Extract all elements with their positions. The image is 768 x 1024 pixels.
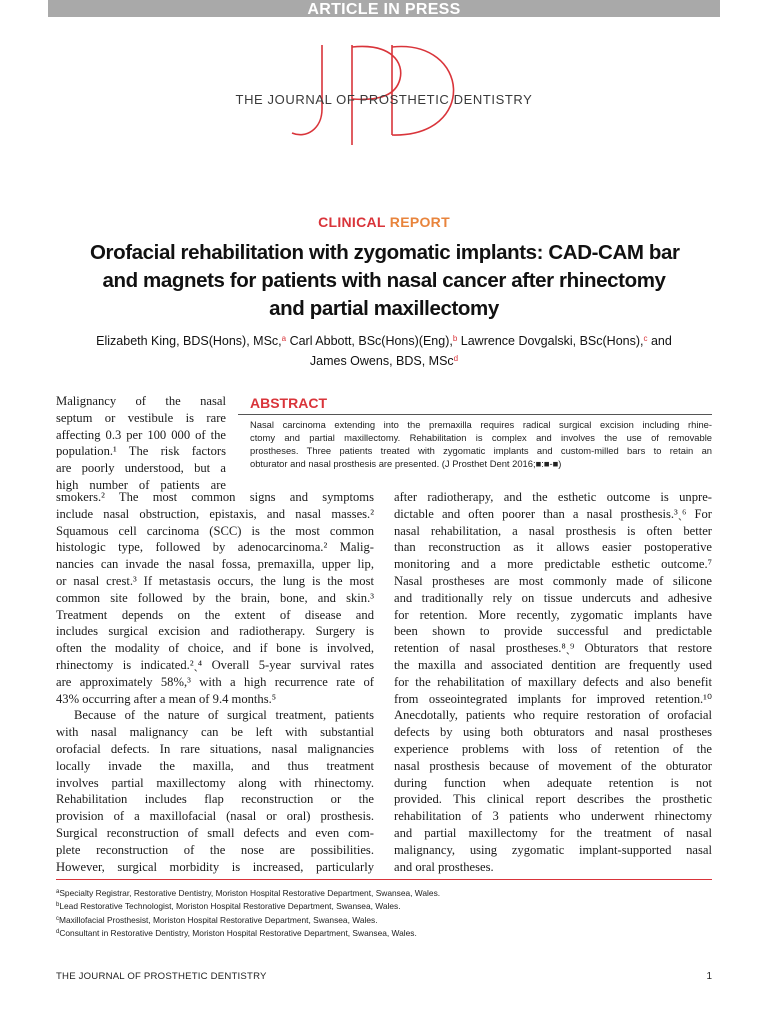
body-line: than reconstruction as it allows easier postoperative (394, 540, 712, 555)
body-line: Anecdotally, patients who require restoration of orofacial (394, 708, 712, 723)
body-line: for retention. More recently, zygomatic implants have (394, 607, 712, 622)
body-line: high number of patients are (56, 477, 226, 492)
abstract-line: ctomy and partial maxillectomy. Rehabilitation is complex and involves the use of removable (250, 432, 712, 443)
footnote-marker: d (56, 929, 60, 936)
abstract-heading: ABSTRACT (250, 395, 327, 411)
author-line (60, 350, 708, 370)
footnote-text: Specialty Registrar, Restorative Dentistry, Moriston Hospital Restorative Department, Swansea, Wales. (59, 888, 441, 898)
body-line: and oral prostheses. (394, 859, 494, 874)
body-line: from osseointegrated implants for improved retention.¹⁰ (394, 691, 712, 706)
body-line: Rehabilitation includes flap reconstruction or the (56, 792, 374, 807)
body-line: However, surgical morbidity is increased, particularly (56, 859, 374, 874)
body-line: with nasal malignancy can be left with substantial (56, 725, 374, 740)
body-line: Surgical reconstruction of small defects and even com- (56, 825, 374, 840)
body-line: malignancy, using zygomatic implant-supported nasal (394, 842, 712, 857)
body-line: nancies can invade the nasal fossa, premaxilla, upper lip, (56, 557, 374, 572)
article-title (90, 239, 678, 323)
body-line: common site followed by the brain, bone, and skin.³ (56, 590, 374, 605)
body-line: smokers.² The most common signs and symptoms (56, 490, 374, 504)
body-line: 43% occurring after a mean of 9.4 months.⁵ (56, 691, 277, 706)
author-name: James Owens, BDS, MSc (309, 354, 454, 368)
article-type-report: REPORT (389, 214, 450, 230)
body-line: and traditionally rely on tissue undercuts and adhesive (394, 590, 712, 605)
body-line: affecting 0.3 per 100 000 of the (56, 427, 226, 442)
body-line: provision of a maxillofacial (nasal or oral) prosthesis. (56, 809, 374, 824)
abstract-line: prostheses. Three patients treated with zygomatic implants and custom-milled bars to retain an (250, 445, 712, 456)
footnote-divider (56, 879, 712, 880)
abstract-divider (238, 414, 712, 415)
body-line: locally invade the maxilla, and thus treatment (56, 758, 374, 773)
footnote-text: Consultant in Restorative Dentistry, Moriston Hospital Restorative Department, Swansea, Wales. (59, 928, 417, 939)
body-line: provided. This clinical report describes the prosthetic (394, 792, 712, 807)
footer-journal-name: THE JOURNAL OF PROSTHETIC DENTISTRY (56, 971, 267, 982)
body-line: rehabilitation of 3 patients who underwent rhinectomy (394, 809, 712, 824)
page-number: 1 (706, 971, 712, 982)
body-line: experience problems with loss of retention of the (394, 741, 712, 756)
body-line: includes surgical excision and radiotherapy. Surgery is (56, 624, 374, 639)
author-name: Carl Abbott, BSc(Hons)(Eng), (286, 334, 453, 348)
body-line: monitoring and a more predictable esthetic outcome.⁷ (394, 557, 712, 572)
body-line: Because of the nature of surgical treatment, patients (74, 708, 374, 723)
abstract-line: Nasal carcinoma extending into the premaxilla requires radical surgical excision including rhine- (250, 419, 712, 430)
affiliation-marker[interactable]: d (453, 354, 459, 363)
footnote-item (56, 886, 712, 899)
author-conjunction: and (647, 334, 672, 348)
title-line: and partial maxillectomy (269, 297, 499, 320)
footnote-marker: c (56, 915, 59, 922)
body-line: nasal rehabilitation, a nasal prosthesis is often better (394, 523, 712, 538)
footnote-text: Lead Restorative Technologist, Moriston Hospital Restorative Department, Swansea, Wales. (59, 901, 401, 912)
body-line: or nasal crest.³ If metastasis occurs, the lung is the most (56, 573, 374, 588)
body-line: include nasal obstruction, epistaxis, and nasal masses.² (56, 506, 374, 521)
abstract-section (238, 392, 712, 470)
body-line: Malignancy of the nasal (56, 394, 226, 408)
body-line: dictable and often poorer than a nasal prosthesis.³ˎ⁶ For (394, 506, 712, 521)
footnote-item (56, 899, 712, 912)
body-line: and partial maxillectomy for the treatment of nasal (394, 825, 712, 840)
body-line: plete reconstruction of the nose are possibilities. (56, 842, 374, 857)
body-line: Treatment depends on the extent of disease and (56, 607, 374, 622)
body-line: are approximately 58%,³ with a high recurrence rate of (56, 674, 374, 689)
body-line: septum or vestibule is rare (56, 410, 226, 425)
abstract-text (250, 418, 712, 470)
body-line: involves partial maxillectomy along with rhinectomy. (56, 775, 374, 790)
body-line: the maxilla and associated dentition are frequently used (394, 657, 712, 672)
body-line: Squamous cell carcinoma (SCC) is the most common (56, 523, 374, 538)
affiliation-marker[interactable]: a (281, 334, 287, 343)
author-line (60, 330, 708, 350)
title-line: and magnets for patients with nasal cancer after rhinectomy (102, 269, 666, 292)
journal-name-heading: THE JOURNAL OF PROSTHETIC DENTISTRY (235, 92, 533, 107)
footnote-item (56, 913, 712, 926)
author-name: Elizabeth King, BDS(Hons), MSc, (96, 334, 282, 348)
journal-masthead (0, 17, 768, 147)
body-line: during function when adequate retention is not (394, 775, 712, 790)
article-type-label (0, 214, 768, 230)
footnote-text: Maxillofacial Prosthesist, Moriston Hospital Restorative Department, Swansea, Wales. (59, 914, 378, 925)
article-type-clinical: CLINICAL (318, 214, 386, 230)
affiliation-footnotes (56, 886, 712, 940)
body-line: orofacial defects. In rare situations, nasal malignancies (56, 741, 374, 756)
body-text-right-column (394, 489, 712, 875)
body-line: retention of nasal prostheses.⁸ˎ⁹ Obturators that restore (394, 641, 712, 656)
body-line: nasal prosthesis because of movement of the obturator (394, 758, 712, 773)
body-line: after radiotherapy, and the esthetic outcome is unpre- (394, 490, 712, 504)
author-list (60, 330, 708, 370)
body-line: are poorly understood, but a (56, 461, 226, 476)
body-text-intro (56, 393, 226, 494)
title-line: Orofacial rehabilitation with zygomatic implants: CAD-CAM bar (90, 241, 680, 264)
footnote-marker: b (56, 902, 60, 909)
body-line: Nasal prostheses are most commonly made of silicone (394, 573, 712, 588)
footnote-item (56, 926, 712, 939)
body-line: population.¹ The risk factors (56, 444, 226, 459)
jpd-logo-icon (0, 17, 768, 147)
body-line: been shown to provide successful and predictable (394, 624, 712, 639)
affiliation-marker[interactable]: b (452, 334, 458, 343)
body-line: rhinectomy is indicated.²ˎ⁴ Overall 5-year survival rates (56, 657, 374, 672)
body-line: defects by using both obturators and nasal prostheses (394, 725, 712, 740)
body-line: for the rehabilitation of maxillary defects and also benefit (394, 674, 712, 689)
body-line: often the modality of choice, and if bone is involved, (56, 641, 374, 656)
body-line: histologic type, followed by adenocarcinoma.² Malig- (56, 540, 374, 555)
footnote-marker: a (56, 889, 60, 895)
article-in-press-banner: ARTICLE IN PRESS (48, 0, 720, 17)
body-text-left-column (56, 489, 374, 875)
abstract-line: obturator and nasal prosthesis are presented. (J Prosthet Dent 2016;■:■-■) (250, 458, 562, 469)
affiliation-marker[interactable]: c (643, 334, 648, 343)
author-name: Lawrence Dovgalski, BSc(Hons), (457, 334, 644, 348)
